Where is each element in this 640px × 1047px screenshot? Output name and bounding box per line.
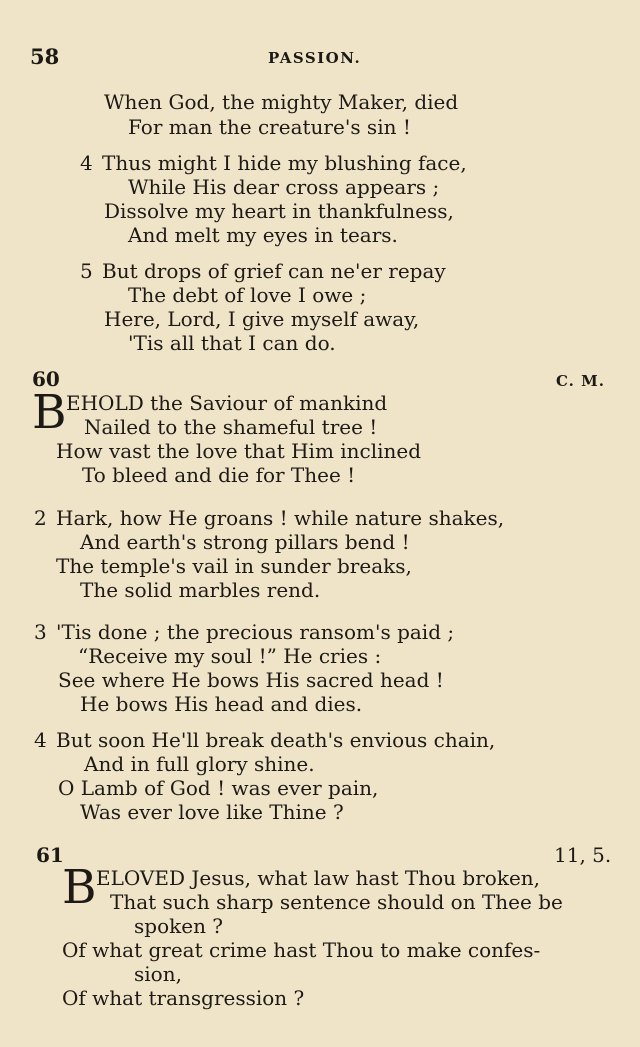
hymn-line: That such sharp sentence should on Thee be — [110, 890, 563, 914]
hymn-line: 'Tis all that I can do. — [128, 331, 336, 355]
hymn-line: The temple's vail in sunder breaks, — [56, 554, 412, 578]
hymn-line: 2 Hark, how He groans ! while nature shakes, — [34, 506, 505, 530]
hymn-line: See where He bows His sacred head ! — [58, 668, 444, 692]
hymn-number: 61 — [36, 843, 64, 867]
section-title: PASSION. — [268, 49, 362, 67]
hymn-line: For man the creature's sin ! — [128, 115, 411, 139]
hymn-line: EHOLD the Saviour of mankind — [66, 391, 388, 415]
hymn-line: And melt my eyes in tears. — [128, 223, 398, 247]
hymn-meter: C. M. — [556, 372, 605, 390]
hymn-line: He bows His head and dies. — [80, 692, 363, 716]
hymn-line: Was ever love like Thine ? — [80, 800, 344, 824]
verse-number: 4 — [80, 151, 93, 175]
verse-number: 4 — [34, 728, 47, 752]
hymn-line: 3 'Tis done ; the precious ransom's paid ; — [34, 620, 455, 644]
hymn-line: The debt of love I owe ; — [128, 283, 367, 307]
hymn-line: O Lamb of God ! was ever pain, — [58, 776, 379, 800]
drop-cap: B — [32, 385, 67, 440]
verse-number: 2 — [34, 506, 47, 530]
hymn-line: ELOVED Jesus, what law hast Thou broken, — [96, 866, 541, 890]
hymn-line: How vast the love that Him inclined — [56, 439, 422, 463]
drop-cap: B — [62, 860, 97, 915]
hymn-line: 4 Thus might I hide my blushing face, — [80, 151, 467, 175]
page-header — [0, 44, 640, 72]
hymn-line: Of what transgression ? — [62, 986, 305, 1010]
hymn-meter: 11, 5. — [554, 843, 612, 867]
hymn-line: Nailed to the shameful tree ! — [84, 415, 378, 439]
verse-number: 5 — [80, 259, 93, 283]
hymn-line: Of what great crime hast Thou to make confes- — [62, 938, 541, 962]
hymn-line: Dissolve my heart in thankfulness, — [104, 199, 454, 223]
verse-number: 3 — [34, 620, 47, 644]
hymn-line: To bleed and die for Thee ! — [82, 463, 356, 487]
page-number: 58 — [30, 44, 60, 69]
hymn-line: sion, — [134, 962, 182, 986]
hymn-line: When God, the mighty Maker, died — [104, 90, 459, 114]
hymn-line: spoken ? — [134, 914, 224, 938]
hymn-line: While His dear cross appears ; — [128, 175, 440, 199]
hymn-line: 4 But soon He'll break death's envious chain, — [34, 728, 496, 752]
hymn-number: 60 — [32, 367, 60, 391]
hymn-line: 5 But drops of grief can ne'er repay — [80, 259, 446, 283]
hymn-line: And earth's strong pillars bend ! — [80, 530, 410, 554]
hymn-line: The solid marbles rend. — [80, 578, 321, 602]
hymn-line: “Receive my soul !” He cries : — [78, 644, 382, 668]
hymn-line: And in full glory shine. — [84, 752, 315, 776]
hymn-line: Here, Lord, I give myself away, — [104, 307, 420, 331]
